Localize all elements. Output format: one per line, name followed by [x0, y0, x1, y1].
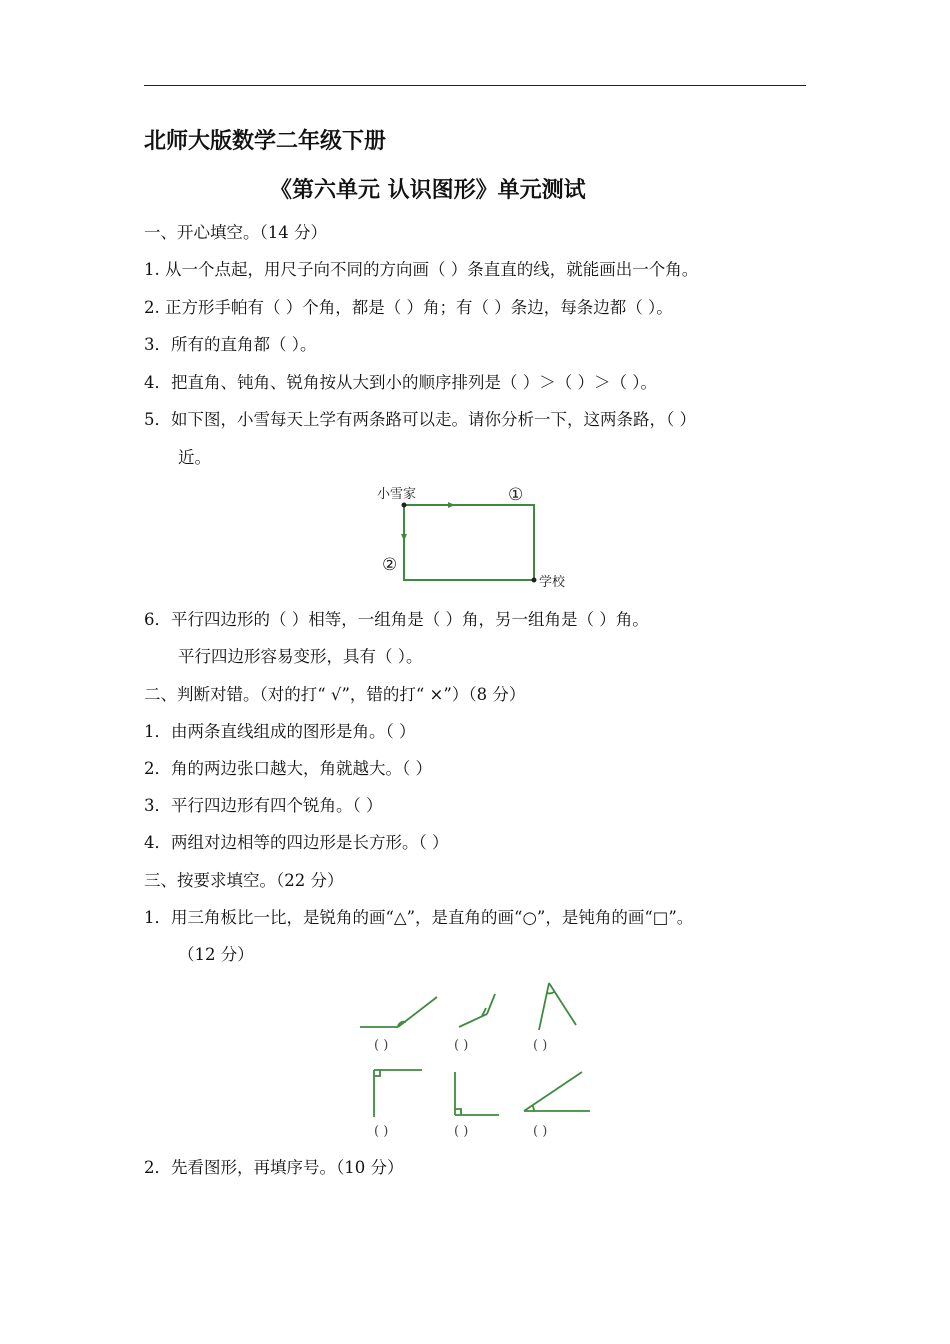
angle-2-answer[interactable]: ( )	[454, 1038, 469, 1053]
question-3-1-line1: 1．用三角板比一比，是锐角的画“△”，是直角的画“○”，是钝角的画“□”。	[144, 908, 694, 927]
question-3-2: 2．先看图形，再填序号。（10 分）	[144, 1158, 404, 1177]
angle-4	[374, 1070, 422, 1117]
school-label: 学校	[539, 575, 566, 590]
section2-heading: 二、判断对错。（对的打“ √”，错的打“ ×”）（8 分）	[144, 685, 526, 704]
angle-1-answer[interactable]: ( )	[374, 1038, 389, 1053]
home-label: 小雪家	[377, 487, 417, 502]
angle-4-answer[interactable]: ( )	[374, 1124, 389, 1139]
route2-label: ②	[382, 555, 398, 575]
angle-3	[539, 983, 576, 1030]
angle-6-answer[interactable]: ( )	[533, 1124, 548, 1139]
angle-5	[455, 1072, 499, 1115]
angle-6	[524, 1072, 590, 1111]
section3-heading: 三、按要求填空。（22 分）	[144, 871, 344, 890]
question-2-1: 1．由两条直线组成的图形是角。（ ）	[144, 722, 416, 741]
route1-label: ①	[508, 485, 524, 505]
question-1-5-line2: 近。	[178, 448, 211, 467]
test-title: 《第六单元 认识图形》单元测试	[270, 178, 586, 203]
book-title: 北师大版数学二年级下册	[144, 129, 387, 154]
section1-heading: 一、开心填空。（14 分）	[144, 223, 327, 242]
angle-2	[459, 994, 495, 1027]
question-3-1-line2: （12 分）	[178, 945, 254, 964]
angle-5-answer[interactable]: ( )	[454, 1124, 469, 1139]
question-2-3: 3．平行四边形有四个锐角。（ ）	[144, 796, 383, 815]
angle-1	[360, 997, 437, 1027]
question-2-2: 2．角的两边张口越大，角就越大。（ ）	[144, 759, 432, 778]
question-1-5-line1: 5．如下图，小雪每天上学有两条路可以走。请你分析一下，这两条路，（ ）	[144, 410, 696, 429]
angle-3-answer[interactable]: ( )	[533, 1038, 548, 1053]
question-2-4: 4．两组对边相等的四边形是长方形。（ ）	[144, 833, 449, 852]
question-1-6-line1: 6．平行四边形的（ ）相等，一组角是（ ）角，另一组角是（ ）角。	[144, 610, 649, 629]
question-1-3: 3．所有的直角都（ ）。	[144, 335, 317, 354]
question-1-4: 4．把直角、钝角、锐角按从大到小的顺序排列是（ ）＞（ ）＞（ ）。	[144, 373, 657, 392]
question-1-1: 1. 从一个点起，用尺子向不同的方向画（ ）条直直的线，就能画出一个角。	[144, 260, 699, 279]
question-1-2: 2. 正方形手帕有（ ）个角，都是（ ）角；有（ ）条边，每条边都（ ）。	[144, 298, 673, 317]
question-1-6-line2: 平行四边形容易变形，具有（ ）。	[178, 647, 423, 666]
